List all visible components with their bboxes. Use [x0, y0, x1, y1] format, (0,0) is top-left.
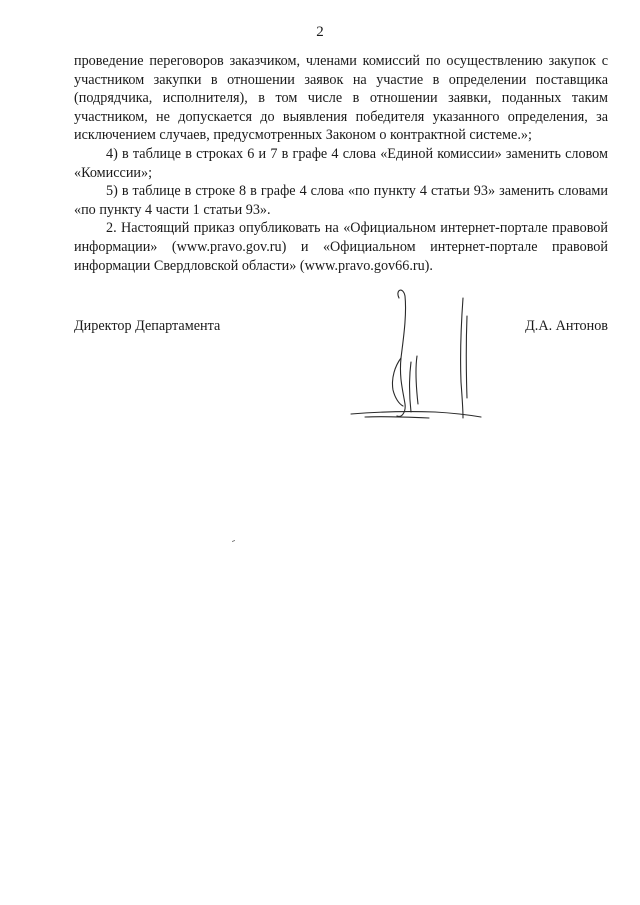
paper-speck	[232, 540, 235, 542]
page-number: 2	[316, 24, 324, 40]
paragraph-item-5: 5) в таблице в строке 8 в графе 4 слова «по пункту 4 статьи 93» заменить словами «по пункту 4 части 1 статьи 93».	[74, 183, 608, 218]
paragraph-continuation: проведение переговоров заказчиком, членами комиссий по осуществлению закупок с участником закупки в отношении заявок на участие в определении поставщика (подрядчика, исполнителя), в том числе в отношении заявки, поданных таким участником, не допускается до выявления победителя указанного определения, за исключением случаев, предусмотренных Законом о контрактной системе.»;	[74, 53, 608, 144]
signature-block	[74, 318, 608, 338]
signer-name: Д.А. Антонов	[525, 318, 608, 334]
paragraph-item-4: 4) в таблице в строках 6 и 7 в графе 4 слова «Единой комиссии» заменить словом «Комиссии»;	[74, 145, 608, 181]
document-body	[74, 52, 608, 275]
signer-title: Директор Департамента	[74, 318, 221, 334]
paragraph-publication-clause: 2. Настоящий приказ опубликовать на «Официальном интернет-портале правовой информации» (www.pravo.gov.ru) и «Официальном интернет-портале правовой информации Свердловской области» (www.pravo.gov66.ru).	[74, 220, 608, 274]
handwritten-signature	[345, 286, 485, 428]
